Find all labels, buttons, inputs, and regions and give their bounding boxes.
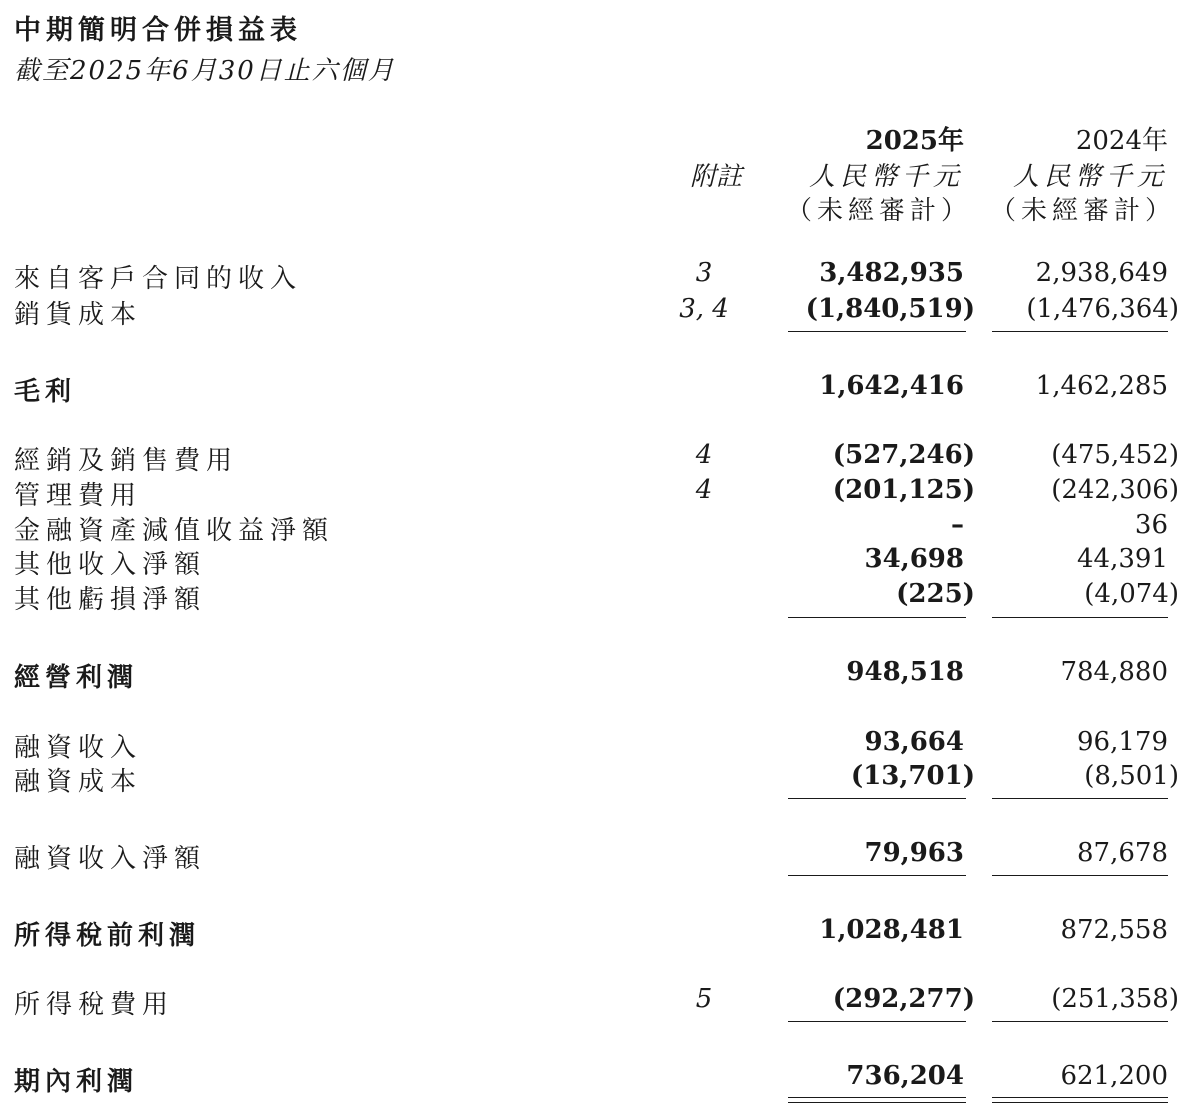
row-label: 其他收入淨額: [14, 550, 207, 580]
row-value-2025: –: [951, 510, 964, 540]
col-2024-currency: 人民幣千元: [1012, 162, 1168, 192]
row-label: 所得稅前利潤: [14, 921, 201, 951]
row-value-2024: 44,391: [1077, 544, 1168, 574]
col-2024-audit: （未經審計）: [989, 196, 1176, 226]
row-value-2025: 3,482,935: [819, 258, 964, 288]
row-value-2024: 96,179: [1077, 727, 1168, 757]
row-label: 融資收入: [14, 733, 143, 763]
subtotal-rule-2024: [992, 1021, 1168, 1022]
row-label: 銷貨成本: [14, 300, 143, 330]
row-value-2024: 621,200: [1060, 1061, 1168, 1091]
row-value-2025: 736,204: [846, 1061, 964, 1091]
row-value-2024: 87,678: [1077, 838, 1168, 868]
row-label: 金融資產減值收益淨額: [14, 516, 335, 546]
row-value-2025: 948,518: [846, 657, 964, 687]
col-2025-audit: （未經審計）: [785, 196, 972, 226]
table-row-cost-of-sales: [0, 294, 1182, 328]
table-row-income-tax: [0, 984, 1182, 1018]
row-note: 4: [695, 440, 713, 470]
table-row-gross-profit: [0, 371, 1182, 405]
row-value-2024: 2,938,649: [1035, 258, 1168, 288]
row-value-2024: 1,462,285: [1035, 371, 1168, 401]
total-double-rule-2024: [992, 1097, 1168, 1103]
row-label: 所得稅費用: [14, 990, 175, 1020]
row-label: 期內利潤: [14, 1067, 139, 1097]
note-column-header: 附註: [690, 162, 743, 192]
row-label: 經營利潤: [14, 663, 139, 693]
row-note: 5: [695, 984, 713, 1014]
row-value-2025: 34,698: [864, 544, 964, 574]
statement-period: 截至2025年6月30日止六個月: [14, 56, 396, 86]
col-2025-year: 2025年: [865, 126, 964, 156]
statement-title: 中期簡明合併損益表: [14, 15, 302, 46]
row-value-2025: (225): [896, 579, 975, 609]
subtotal-rule-2025: [788, 875, 966, 876]
table-row-revenue: [0, 258, 1182, 292]
table-row-admin-expenses: [0, 475, 1182, 509]
subtotal-rule-2025: [788, 617, 966, 618]
row-value-2024: (1,476,364): [1026, 294, 1179, 324]
row-value-2025: (13,701): [850, 761, 975, 791]
row-value-2025: 1,642,416: [819, 371, 964, 401]
subtotal-rule-2024: [992, 875, 1168, 876]
row-value-2025: 93,664: [864, 727, 964, 757]
col-2024-year: 2024年: [1075, 126, 1168, 156]
row-value-2025: (201,125): [832, 475, 975, 505]
row-value-2024: (251,358): [1051, 984, 1179, 1014]
row-value-2024: 36: [1134, 510, 1168, 540]
table-row-finance-costs: [0, 761, 1182, 795]
col-2025-currency: 人民幣千元: [808, 162, 964, 192]
row-label: 融資收入淨額: [14, 844, 207, 874]
row-label: 其他虧損淨額: [14, 585, 207, 615]
table-row-net-finance-income: [0, 838, 1182, 872]
row-note: 3: [695, 258, 713, 288]
row-value-2024: (4,074): [1084, 579, 1179, 609]
table-row-finance-income: [0, 727, 1182, 761]
table-row-other-income: [0, 544, 1182, 578]
row-value-2025: (1,840,519): [805, 294, 975, 324]
row-label: 毛利: [14, 377, 77, 407]
subtotal-rule-2025: [788, 798, 966, 799]
row-value-2024: 872,558: [1060, 915, 1168, 945]
table-row-profit-for-period: [0, 1061, 1182, 1095]
total-double-rule-2025: [788, 1097, 966, 1103]
subtotal-rule-2025: [788, 331, 966, 332]
row-value-2024: (475,452): [1051, 440, 1179, 470]
row-label: 來自客戶合同的收入: [14, 264, 303, 294]
row-value-2025: (527,246): [832, 440, 975, 470]
table-row-impairment-gain: [0, 510, 1182, 544]
subtotal-rule-2024: [992, 798, 1168, 799]
table-row-operating-profit: [0, 657, 1182, 691]
row-note: 3, 4: [679, 294, 729, 324]
table-row-distribution-expenses: [0, 440, 1182, 474]
row-label: 融資成本: [14, 767, 143, 797]
subtotal-rule-2024: [992, 617, 1168, 618]
row-value-2025: (292,277): [832, 984, 975, 1014]
row-label: 管理費用: [14, 481, 143, 511]
table-row-profit-before-tax: [0, 915, 1182, 949]
subtotal-rule-2025: [788, 1021, 966, 1022]
row-value-2025: 79,963: [864, 838, 964, 868]
row-note: 4: [695, 475, 713, 505]
row-value-2024: (8,501): [1084, 761, 1179, 791]
subtotal-rule-2024: [992, 331, 1168, 332]
row-label: 經銷及銷售費用: [14, 446, 239, 476]
row-value-2025: 1,028,481: [819, 915, 964, 945]
table-row-other-losses: [0, 579, 1182, 613]
row-value-2024: 784,880: [1060, 657, 1168, 687]
row-value-2024: (242,306): [1051, 475, 1179, 505]
